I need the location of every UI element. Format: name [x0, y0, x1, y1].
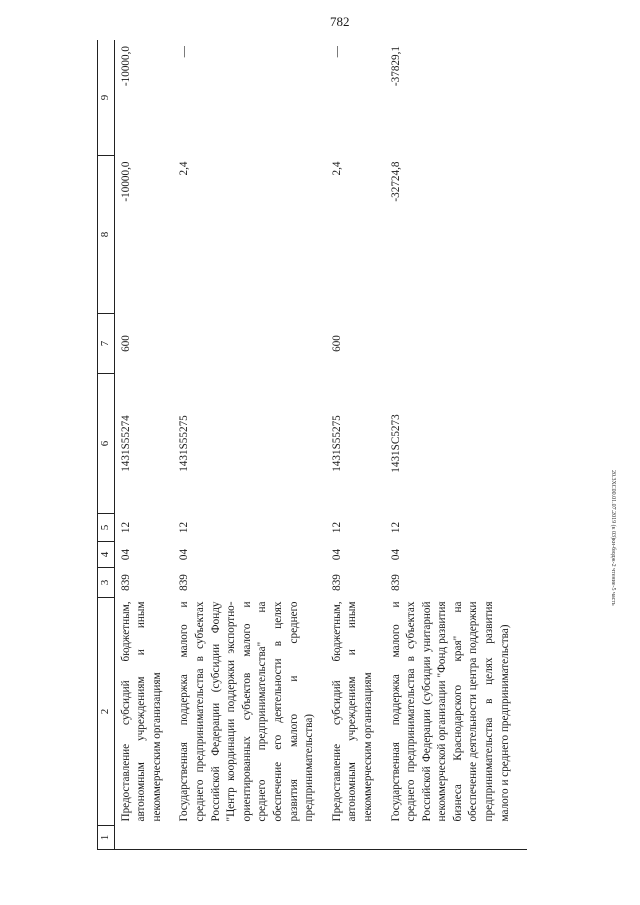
cell-col7	[173, 314, 325, 374]
cell-description: Предоставление субсидий бюджетным, автономным учреждениям и иным некоммерческим организациям	[330, 601, 374, 822]
header-cell: 1	[98, 826, 115, 850]
spacer-cell	[521, 314, 527, 374]
page-number: 782	[330, 14, 350, 29]
budget-table	[97, 40, 527, 850]
cell-col5: 12	[330, 521, 343, 534]
side-stamp-text: 20.3ХС00.01.07.2019 (к 03)кн-бюдж-2 чтение-5 часть	[610, 470, 616, 606]
cell-amount-9: -37829,1	[385, 40, 522, 156]
cell-col1	[385, 826, 522, 850]
cell-col1	[114, 826, 173, 850]
cell-code: 1431S55275	[178, 415, 191, 472]
cell-col3: 839	[119, 574, 132, 591]
cell-col3: 839	[389, 574, 402, 591]
cell-col4: 04	[178, 548, 191, 561]
cell-col4: 04	[389, 548, 402, 561]
cell-col3: 839	[330, 574, 343, 591]
cell-col5: 12	[178, 521, 191, 534]
cell-description: Предоставление субсидий бюджетным, автономным учреждениям и иным некоммерческим организациям	[119, 601, 163, 822]
spacer-cell	[521, 568, 527, 598]
header-cell: 8	[98, 156, 115, 314]
table-row	[385, 40, 522, 850]
cell-col7	[385, 314, 522, 374]
rotated-page	[97, 40, 527, 850]
cell-col7: 600	[330, 335, 343, 352]
cell-amount-9: —	[173, 40, 325, 156]
cell-code: 1431S55275	[330, 415, 343, 472]
spacer-cell	[521, 40, 527, 156]
cell-col7: 600	[119, 335, 132, 352]
cell-col4: 04	[330, 548, 343, 561]
header-cell: 3	[98, 568, 115, 598]
cell-amount-8: -10000,0	[119, 161, 132, 202]
cell-amount-8: -32724,8	[389, 161, 402, 202]
cell-col4: 04	[119, 548, 132, 561]
header-cell: 7	[98, 314, 115, 374]
cell-amount-8: 2,4	[178, 161, 191, 176]
budget-table-container	[97, 40, 527, 850]
spacer-cell	[521, 514, 527, 542]
cell-amount-8: 2,4	[330, 161, 343, 176]
header-cell: 9	[98, 40, 115, 156]
spacer-cell	[521, 598, 527, 826]
table-row	[326, 40, 385, 850]
table-header-row	[98, 40, 115, 850]
spacer-cell	[521, 826, 527, 850]
spacer-cell	[521, 156, 527, 314]
spacer-cell	[521, 542, 527, 568]
table-row	[114, 40, 173, 850]
cell-code: 1431SC5273	[389, 414, 402, 473]
header-cell: 4	[98, 542, 115, 568]
spacer-cell	[521, 374, 527, 514]
header-cell: 6	[98, 374, 115, 514]
cell-description: Государственная поддержка малого и среднего предпринимательства в субъектах Российской Федерации (субсидии унитарной некоммерческой организации "Фонд развития бизнеса Краснодарского края" на обеспечение деятельности центра поддержки предпринимательства в целях развития малого и среднего предпринимательства)	[389, 601, 511, 822]
cell-amount-9: -10000,0	[114, 40, 173, 156]
side-stamp	[608, 470, 618, 770]
cell-description: Государственная поддержка малого и среднего предпринимательства в субъектах Российской Федерации (субсидии Фонду "Центр координации поддержки экспортно-ориентированных субъектов малого и среднего предпринимательства" на обеспечение его деятельности в целях развития малого и среднего предпринимательства)	[178, 601, 316, 822]
cell-col1	[326, 826, 385, 850]
cell-col5: 12	[119, 521, 132, 534]
cell-col5: 12	[389, 521, 402, 534]
header-cell: 5	[98, 514, 115, 542]
cell-amount-9: —	[326, 40, 385, 156]
header-cell: 2	[98, 598, 115, 826]
table-row	[173, 40, 325, 850]
table-row-spacer	[521, 40, 527, 850]
cell-col1	[173, 826, 325, 850]
cell-col3: 839	[178, 574, 191, 591]
cell-code: 1431S55274	[119, 415, 132, 472]
